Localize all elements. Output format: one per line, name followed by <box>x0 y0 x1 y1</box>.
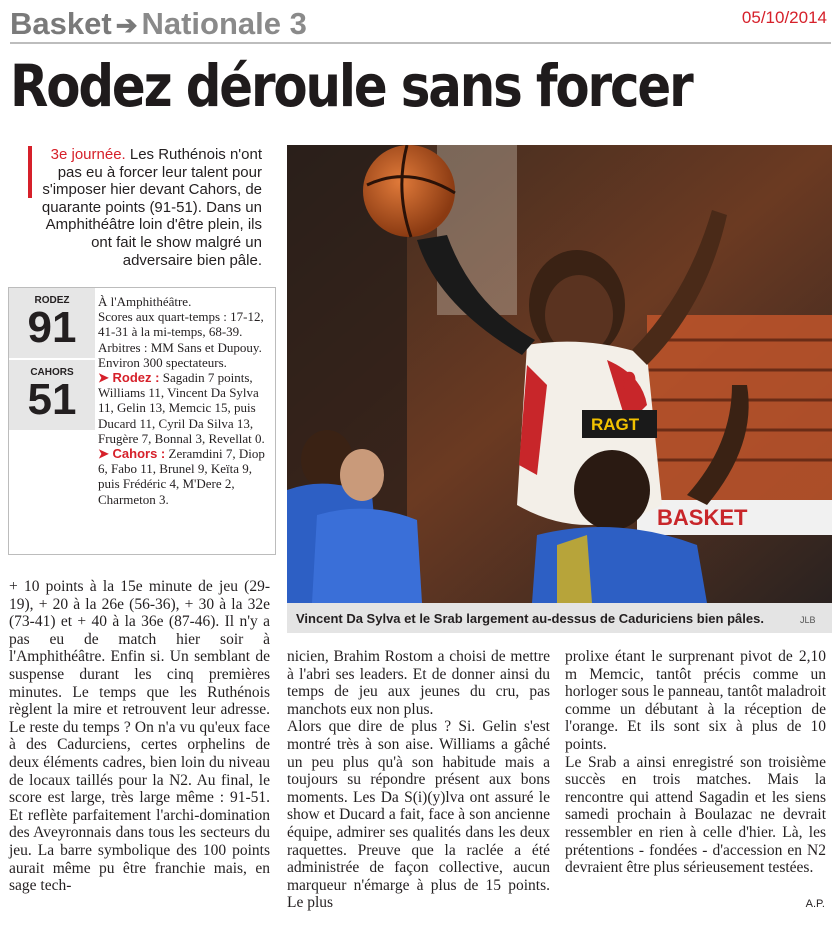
home-scorers <box>98 370 273 446</box>
jersey-number: 9 <box>622 366 637 396</box>
away-team-score: 51 <box>27 375 77 424</box>
basketball-player-illustration <box>287 145 832 603</box>
referees: Arbitres : MM Sans et Dupouy. <box>98 339 262 355</box>
home-team-name: RODEZ <box>34 295 70 306</box>
attendance: Environ 300 spectateurs. <box>98 354 227 370</box>
match-photo <box>287 145 832 603</box>
away-team-cell <box>9 360 95 430</box>
header-rule <box>10 42 831 44</box>
author-signature: A.P. <box>805 898 825 910</box>
home-scorers-marker-icon: ➤ <box>98 370 113 386</box>
body-paragraph: + 10 points à la 15e minute de jeu (29-19), + 20 à la 26e (56-36), + 30 à la 32e (73-41) et + 40 à la 36e (87-46). Il n'y a pas eu de match hier soir à l'Amphithéâtre. Enfin si. Un semblant de suspense durant les cinq premières minutes. Le temps que les Ruthénois règlent la mire et retrouvent leur adresse. Le reste du temps ? On n'a vu qu'eux face à des Cadurciens, certes orphelins de deux éléments cadres, bien loin du niveau de locaux taillés pour la N2. Au final, le score est large, très large même : 91-51. Et reflète parfaitement l'archi-domination des Aveyronnais dans tous les secteurs du jeu. La barre symbolique des 100 points aurait même pu être franchie mais, en sage tech- <box>9 578 270 895</box>
away-scorers-list: Zeramdini 7, Diop 6, Fabo 11, Brunel 9, Keïta 9, puis Frédéric 4, M'Dere 2, Charmeton 3. <box>98 446 265 507</box>
body-column-3 <box>565 648 826 877</box>
home-scorers-list: Sagadin 7 points, Williams 11, Vincent Da Sylva 11, Gelin 13, Memcic 15, puis Ducard 11, Cyril Da Silva 13, Frugère 7, Bonnal 3, Revellat 0. <box>98 370 265 446</box>
chapo <box>28 146 262 269</box>
photo-credit: JLB <box>800 615 816 625</box>
away-scorers-label: Cahors : <box>112 446 166 462</box>
headline: Rodez déroule sans forcer <box>10 52 692 120</box>
body-column-2 <box>287 648 550 912</box>
score-box <box>8 287 276 555</box>
body-paragraph: Le Srab a ainsi enregistré son troisième succès en trois matches. Mais la rencontre qui attend Sagadin et les siens samedi prochain à Boulazac ne devrait ressembler en rien à celle d'hier. Là, les prétentions - fondées - d'accession en N2 devraient être plus sérieusement testées. <box>565 753 826 877</box>
away-team-name: CAHORS <box>30 367 74 378</box>
section-kicker <box>10 6 307 42</box>
jersey-sponsor: RAGT <box>591 415 640 434</box>
chapo-lead: 3e journée. <box>50 146 126 163</box>
away-scorers <box>98 446 273 507</box>
publication-date: 05/10/2014 <box>741 8 827 27</box>
home-team-score: 91 <box>27 303 77 352</box>
match-stats <box>98 294 273 507</box>
body-paragraph: prolixe étant le surprenant pivot de 2,10 m Memcic, tantôt précis comme un horloger sous le panneau, tantôt maladroit comme un débutant à la réception de l'orange. Et ils sont six à plus de 10 points. <box>565 648 826 753</box>
section-label: Basket <box>10 6 112 41</box>
home-scorers-label: Rodez : <box>112 370 160 386</box>
away-scorers-marker-icon: ➤ <box>98 446 113 462</box>
photo-banner-text: BASKET <box>657 505 748 530</box>
body-paragraph: nicien, Brahim Rostom a choisi de mettre à l'abri ses leaders. Et de donner ainsi du temps de jeu aux jeunes du cru, pas manchots eux non plus. <box>287 648 550 718</box>
home-team-cell <box>9 288 95 358</box>
subsection-label: Nationale 3 <box>141 6 307 41</box>
photo-caption: Vincent Da Sylva et le Srab largement au-dessus de Caduriciens bien pâles. <box>296 611 764 626</box>
chapo-text: Les Ruthénois n'ont pas eu à forcer leur talent pour s'imposer hier devant Cahors, de quarante points (91-51). Dans un Amphithéâtre loin d'être plein, ils ont fait le show malgré un adversaire bien pâle. <box>41 146 262 269</box>
body-paragraph: Alors que dire de plus ? Si. Gelin s'est montré très à son aise. Williams a gâché un peu plus qu'à son habitude mais a toujours su répondre présent aux bons moments. Les Da S(i)(y)lva ont assuré le show et Ducard a fait, face à son ancienne équipe, admirer ses qualités dans les deux raquettes. Preuve que la raclée a été administrée de façon collective, aucun marqueur n'émarge à plus de 15 points. Le plus <box>287 718 550 912</box>
body-column-1 <box>9 578 270 895</box>
quarter-scores: Scores aux quart-temps : 17-12, 41-31 à la mi-temps, 68-39. <box>98 309 264 340</box>
arrow-right-icon: ➔ <box>115 10 138 40</box>
venue: À l'Amphithéâtre. <box>98 294 192 309</box>
